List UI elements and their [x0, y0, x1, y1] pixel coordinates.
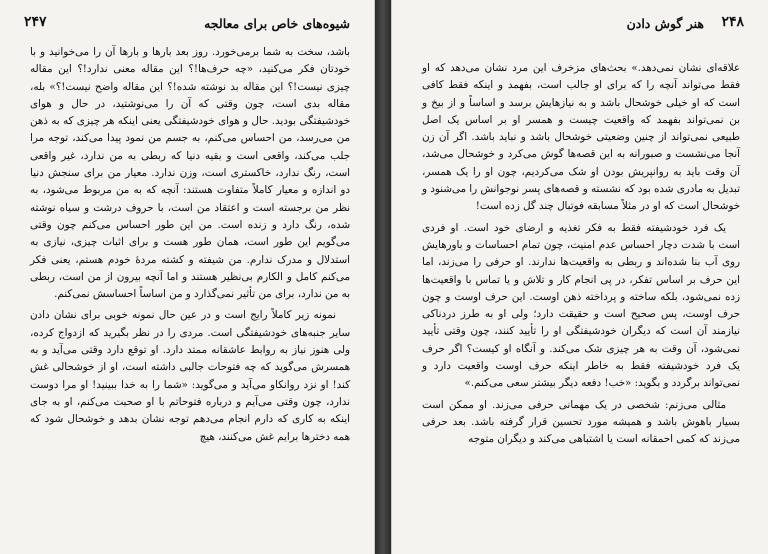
paragraph: علاقه‌ای نشان نمی‌دهد.» بحث‌های مزخرف این مرد نشان می‌دهد که او فقط می‌تواند آنچه را که برای او جالب است، بفهمد و اینکه فقط کافی است که او خیلی خوشحال باشد و به نیازهایش برسد و اساساً و از بیخ و بن نمی‌تواند بفهمد که واقعیت چیست و همسر او بر اساس یک اصل طبیعی نمی‌تواند از چنین وضعیتی خوشحال باشد و نباید باشد. اگر آن زن آنجا می‌نشست و صبورانه به این قصه‌ها گوش می‌کرد و خوشحال می‌شد، آن وقت باید به روانپریش بودن او شک می‌کردیم، چون او را یک همسر، تبدیل به مادری شده بود که نشسته و قصه‌های پسر نوجوانش را می‌شنود و خوشحال است که او در مثلاً مسابقه فوتبال چند گل زده است!: [422, 62, 740, 213]
paragraph: یک فرد خودشیفته فقط به فکر تغذیه و ارضای خود است. او فردی است با شدت دچار احساس عدم امنیت، چون تمام احساسات و باورهایش روی آب بنا شده‌اند و ربطی به واقعیت‌ها ندارند. او حرفی را می‌زند، اما این حرف بر اساس تفکر، در پی انجام کار و تلاش و یا تماس با واقعیت‌ها زده نمی‌شود، بلکه ساخته و پرداخته ذهن اوست. این حرف اوست و چون حرف اوست، پس صحیح است و حقیقت دارد؛ ولی او به طرز دردناکی نیازمند آن است که دیگران خودشیفتگی او را تأیید کنند، چون وقتی تأیید نمی‌شود، آن وقت به هر چیزی شک می‌کند. و آنگاه او کیست؟ اگر حرف یک فرد خودشیفته فقط به خاطر اینکه حرف اوست واقعیت دارد و نمی‌تواند برگردد و بگوید: «خب! دفعه دیگر بیشتر سعی می‌کنم.»: [422, 221, 740, 390]
page-body: [422, 60, 740, 451]
right-page: [391, 0, 768, 554]
paragraph: نمونه زیر کاملاً رایج است و در عین حال نمونه خوبی برای نشان دادن سایر جنبه‌های خودشیفتگی است. مردی را در نظر بگیرید که ازدواج کرده، ولی هنوز نیاز به روابط عاشقانه ممتد دارد. او توقع دارد وقتی می‌آید و به همسرش می‌گوید که چه فتوحات جالبی داشته است، او از خوشحالی غش کند! او نزد روانکاو می‌آید و می‌گوید: «شما را به خدا ببینید! او مرا دوست ندارد، چون وقتی می‌آیم و درباره فتوحاتم با او صحبت می‌کنم، او به جای اینکه به کاری که دارم انجام می‌دهم توجه نشان بدهد و خوشحال شود که همه دخترها برایم غش می‌کنند، هیچ: [30, 309, 350, 443]
page-number: ۲۴۷: [24, 14, 47, 30]
page-body: [30, 44, 350, 448]
running-title: هنر گوش دادن: [626, 16, 704, 31]
paragraph: مثالی می‌زنم: شخصی در یک مهمانی حرفی می‌زند. او ممکن است بسیار باهوش باشد و همیشه مورد تحسین قرار گرفته باشد. بعد حرفی می‌زند که کمی احمقانه است یا اشتباهی می‌کند و دیگران متوجه: [422, 398, 740, 446]
page-header: [24, 14, 350, 34]
running-title: شیوه‌های خاص برای معالجه: [204, 16, 350, 31]
page-number: ۲۴۸: [721, 14, 744, 30]
book-spine: [375, 0, 391, 554]
page-header: [416, 14, 744, 34]
left-page: [0, 0, 375, 554]
paragraph: باشد، سخت به شما برمی‌خورد. روز بعد بارها و بارها آن را می‌خوانید و با خودتان فکر می‌کنید، «چه حرف‌ها!؟ این مقاله معنی ندارد!؟ این مقاله چیزی نیست!؟ این مقاله بد نوشته شده!؟ این مقاله واضح نیست!؟» بله، مقاله بدی است، چون وقتی که آن را می‌نوشتید، در حال و هوای خودشیفتگی بودید. حال و هوای خودشیفتگی یعنی اینکه هر چیزی که به ذهن من می‌رسد، من احساس می‌کنم، به جسم من نمود پیدا می‌کند، توجه مرا جلب می‌کند، واقعی است و بقیه دنیا که ربطی به من ندارد، غیر واقعی است، رنگ ندارد، خاکستری است، وزن ندارد. معیار من برای سنجش دنیا دو اندازه و معیار کاملاً متفاوت هستند: آنچه که به من مربوط می‌شود، به نظر من برجسته است و اعتقاد من است، با حروف درشت و سیاه نوشته شده، رنگ دارد و زنده است. من این طور احساس می‌کنم چون وقتی می‌گویم این طور است، همان طور هست و برای اثبات چیزی، نیازی به استدلال و مدرک ندارم. من شیفته و کشته مردهٔ خودم هستم، یعنی فکر می‌کنم کامل و الکارم بی‌نظیر هستند و اما آنچه بیرون از من است، ربطی به من ندارد، برای من تأثیر نمی‌گذارد و من اساساً احساسش نمی‌کنم.: [30, 46, 351, 301]
